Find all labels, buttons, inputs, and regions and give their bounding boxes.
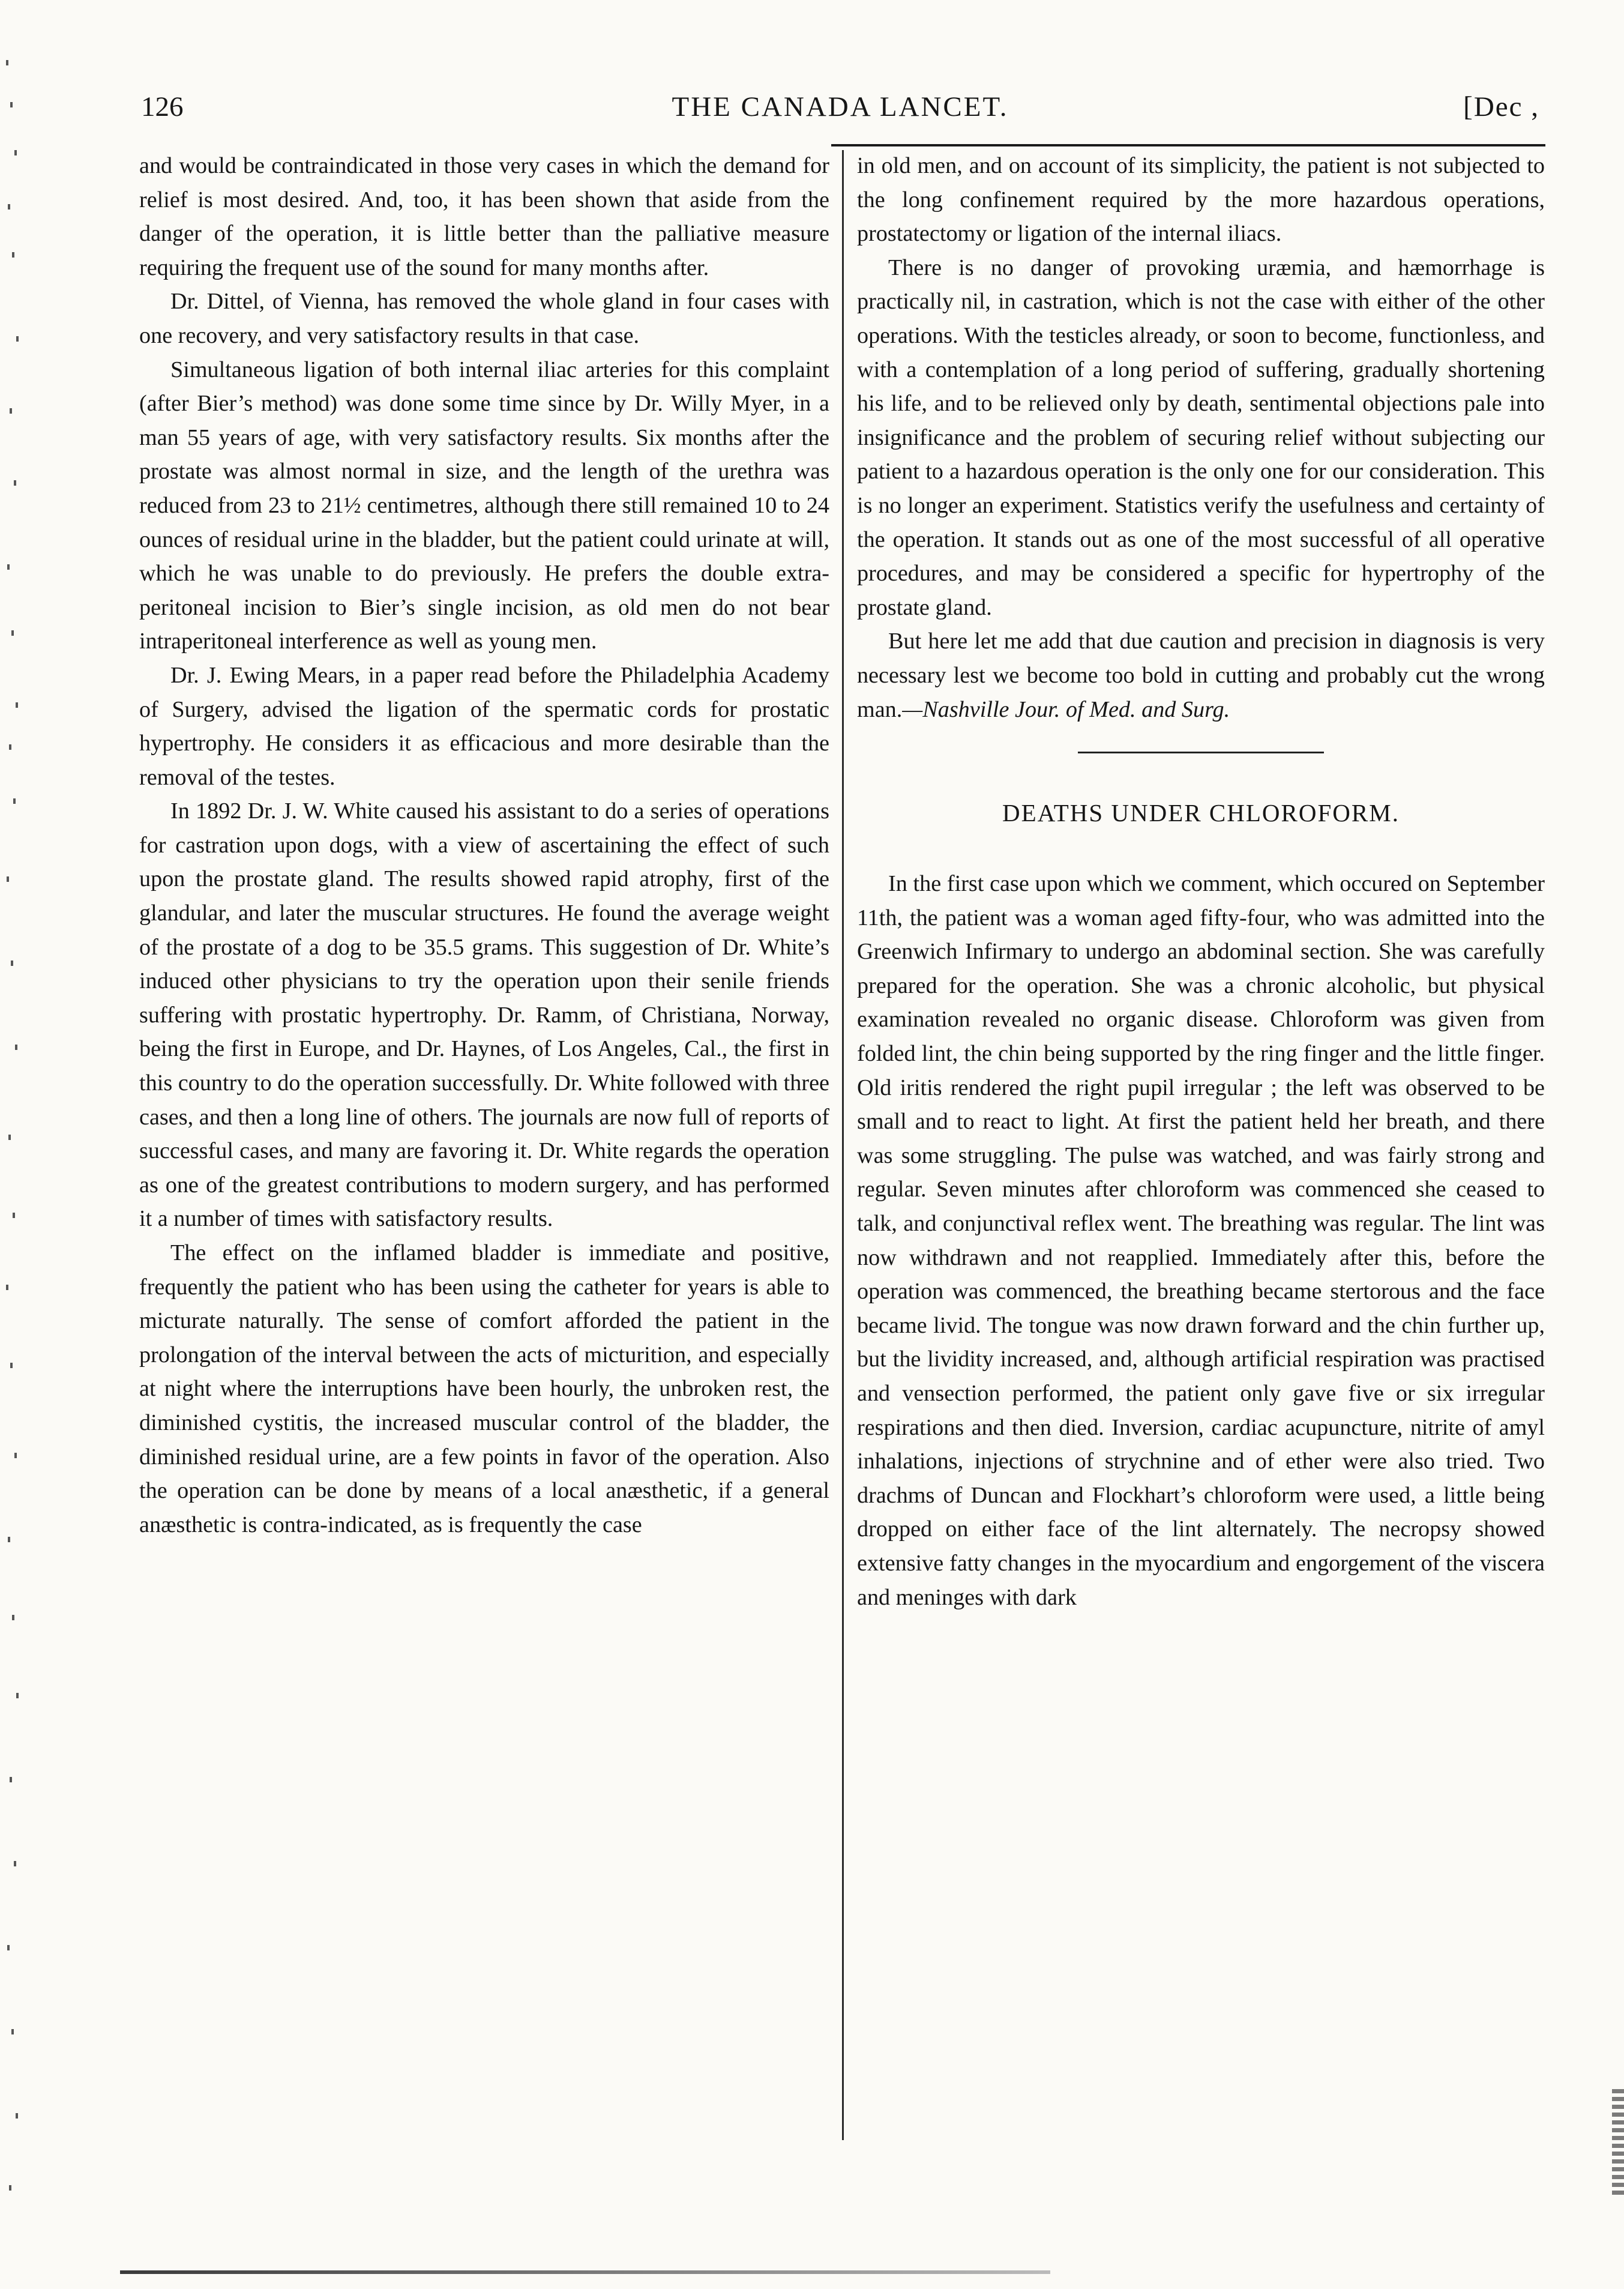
- running-title: THE CANADA LANCET.: [672, 91, 1009, 122]
- paragraph-text: But here let me add that due caution and precision in diagnosis is very necessary lest we become too bold in cutting and probably cut the wrong man.: [857, 629, 1545, 722]
- paragraph: In 1892 Dr. J. W. White caused his assistant to do a series of operations for castration upon dogs, with a view of ascertaining the effect of such upon the prostate gland. The results showed rapid atrophy, first of the glandular, and later the muscular structures. He found the average weight of the prostate of a dog to be 35.5 grams. This suggestion of Dr. White’s induced other physicians to try the operation upon their senile friends suffering with prostatic hypertrophy. Dr. Ramm, of Christiana, Norway, being the first in Europe, and Dr. Haynes, of Los Angeles, Cal., the first in this country to do the operation successfully. Dr. White followed with three cases, and then a long line of others. The journals are now full of reports of successful cases, and many are favoring it. Dr. White regards the operation as one of the greatest contributions to modern surgery, and has performed it a number of times with satisfactory results.: [139, 798, 829, 1232]
- paragraph: The effect on the inflamed bladder is immediate and positive, frequently the patient who has been using the catheter for years is able to micturate naturally. The sense of comfort afforded the patient in the prolongation of the interval between the acts of micturition, and especially at night where the interruptions have been hourly, the unbroken rest, the diminished cystitis, the increased muscular control of the bladder, the diminished residual urine, are a few points in favor of the operation. Also the operation can be done by means of a local anæsthetic, if a general anæsthetic is contra-indicated, as is frequently the case: [139, 1240, 829, 1537]
- page-number: 126: [141, 91, 184, 122]
- paragraph: Dr. J. Ewing Mears, in a paper read before the Philadelphia Academy of Surgery, advised the ligation of the spermatic cords for prostatic hypertrophy. He considers it as efficacious and more desirable than the removal of the testes.: [139, 662, 829, 790]
- article-title: DEATHS UNDER CHLOROFORM.: [1002, 799, 1400, 827]
- header-rule: [831, 144, 1545, 146]
- source-citation: —Nashville Jour. of Med. and Surg.: [902, 696, 1230, 722]
- article-paragraph: In the first case upon which we comment, which occured on September 11th, the patient was a woman aged fifty-four, who was admitted into the Greenwich Infirmary to undergo an abdominal section. She was carefully prepared for the operation. She was a chronic alcoholic, but physical examination revealed no organic disease. Chloroform was given from folded lint, the chin being supported by the ring finger and the little finger. Old iritis rendered the right pupil irregular ; the left was observed to be small and to react to light. At first the patient held her breath, and there was some struggling. The pulse was watched, and was fairly strong and regular. Seven minutes after chloroform was commenced she ceased to talk, and conjunctival reflex went. The breathing was regular. The lint was now withdrawn and not reapplied. Immediately after this, before the operation was commenced, the breathing became stertorous and the face became livid. The tongue was now drawn forward and the chin further up, but the lividity increased, and, although artificial respiration was practised and vensection performed, the patient only gave five or six irregular respirations and then died. Inversion, cardiac acupuncture, nitrite of amyl inhalations, injections of strychnine and of ether were also tried. Two drachms of Duncan and Flockhart’s chloroform were used, a little being dropped on either face of the lint alternately. The necropsy showed extensive fatty changes in the myocardium and engorgement of the viscera and meninges with dark: [857, 871, 1545, 1610]
- section-divider: [857, 726, 1545, 777]
- right-column: [857, 149, 1545, 1614]
- bottom-rule: [120, 2270, 1050, 2274]
- scan-edge-artifact: [1612, 2089, 1624, 2197]
- paragraph: There is no danger of provoking uræmia, and hæmorrhage is practically nil, in castration, which is not the case with either of the other operations. With the testicles already, or soon to become, functionless, and with a contemplation of a long period of suffering, gradually shortening his life, and to be relieved only by death, sentimental objections pale into insignificance and the problem of securing relief without subjecting our patient to a hazardous operation is the only one for our consideration. This is no longer an experiment. Statistics verify the usefulness and certainty of the operation. It stands out as one of the most successful of all operative procedures, and may be considered a specific for hypertrophy of the prostate gland.: [857, 255, 1545, 620]
- paragraph: in old men, and on account of its simplicity, the patient is not subjected to the long confinement required by the more hazardous operations, prostatectomy or ligation of the internal iliacs.: [857, 153, 1545, 247]
- issue-label: [Dec ,: [1463, 91, 1539, 122]
- paragraph: Dr. Dittel, of Vienna, has removed the whole gland in four cases with one recovery, and very satisfactory results in that case.: [139, 289, 829, 348]
- paragraph-with-citation: [857, 624, 1545, 726]
- paragraph: and would be contraindicated in those very cases in which the demand for relief is most desired. And, too, it has been shown that aside from the danger of the operation, it is little better than the palliative measure requiring the frequent use of the sound for many months after.: [139, 153, 829, 280]
- running-header: [138, 84, 1542, 144]
- paragraph: Simultaneous ligation of both internal iliac arteries for this complaint (after Bier’s method) was done some time since by Dr. Willy Myer, in a man 55 years of age, with very satisfactory results. Six months after the prostate was almost normal in size, and the length of the urethra was reduced from 23 to 21½ centimetres, although there still remained 10 to 24 ounces of residual urine in the bladder, but the patient could urinate at will, which he was unable to do previously. He prefers the double extra-peritoneal incision to Bier’s single incision, as old men do not bear intraperitoneal interference as well as young men.: [139, 357, 829, 654]
- column-divider: [842, 150, 844, 2140]
- left-column: [139, 149, 829, 1542]
- scan-margin-artifacts: [6, 24, 24, 2245]
